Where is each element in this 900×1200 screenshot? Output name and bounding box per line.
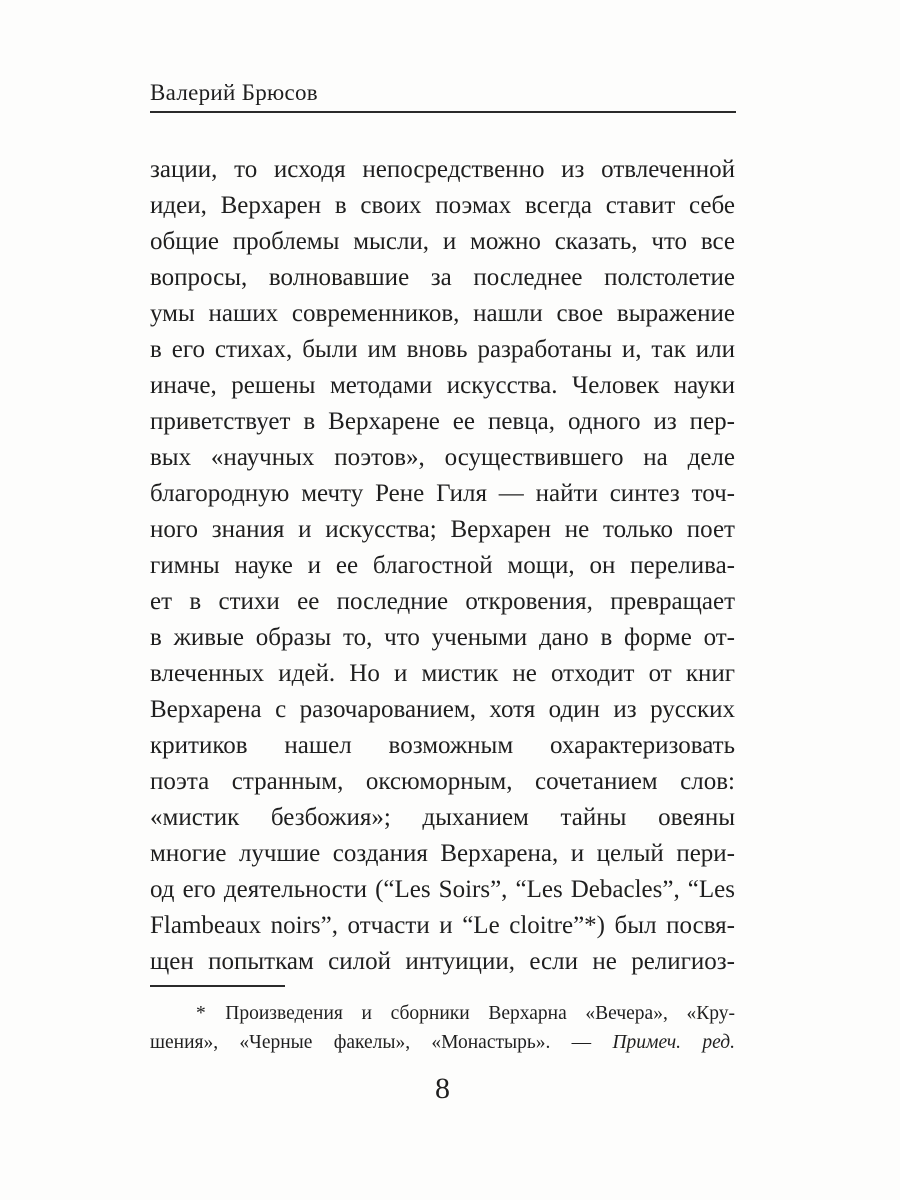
body-line: иначе, решены методами искусства. Человек науки <box>150 372 735 399</box>
body-line: в его стихах, были им вновь разработаны и, так или <box>150 336 735 363</box>
header-rule <box>150 111 736 113</box>
body-line: вых «научных поэтов», осуществившего на деле <box>150 444 735 471</box>
body-line: од его деятельности (“Les Soirs”, “Les Debacles”, “Les <box>150 876 735 903</box>
running-header: Валерий Брюсов <box>150 80 318 105</box>
footnote-rule <box>150 985 285 987</box>
body-line: идеи, Верхарен в своих поэмах всегда ставит себе <box>150 192 735 219</box>
body-line: вопросы, волновавшие за последнее полстолетие <box>150 264 735 291</box>
body-line: Flambeaux noirs”, отчасти и “Le cloitre”*) был посвя- <box>150 912 735 939</box>
body-line: общие проблемы мысли, и можно сказать, что все <box>150 228 735 255</box>
body-line: умы наших современников, нашли свое выражение <box>150 300 735 327</box>
body-line: Верхарена с разочарованием, хотя один из русских <box>150 696 735 723</box>
body-line: благородную мечту Рене Гиля — найти синтез точ- <box>150 480 735 507</box>
body-line: в живые образы то, что учеными дано в форме от- <box>150 624 735 651</box>
page-number: 8 <box>435 1072 450 1105</box>
body-text <box>150 152 735 980</box>
body-line: поэта странным, оксюморным, сочетанием слов: <box>150 768 735 795</box>
footnote-line: * Произведения и сборники Верхарна «Вечера», «Кру- <box>196 1003 735 1024</box>
body-line: приветствует в Верхарене ее певца, одного из пер- <box>150 408 735 435</box>
footnote-text: шения», «Черные факелы», «Монастырь». — <box>150 1032 613 1053</box>
footnote-line <box>150 1028 735 1057</box>
body-line: ного знания и искусства; Верхарен не только поет <box>150 516 735 543</box>
footnote <box>150 999 735 1057</box>
body-line: щен попыткам силой интуиции, если не религиоз- <box>150 948 735 975</box>
body-line: зации, то исходя непосредственно из отвлеченной <box>150 156 735 183</box>
body-line: ет в стихи ее последние откровения, превращает <box>150 588 735 615</box>
footnote-editor-note: Примеч. ред. <box>612 1032 735 1053</box>
body-line: гимны науке и ее благостной мощи, он перелива- <box>150 552 735 579</box>
body-line: критиков нашел возможным охарактеризовать <box>150 732 735 759</box>
body-line: «мистик безбожия»; дыханием тайны овеяны <box>150 804 735 831</box>
body-line: влеченных идей. Но и мистик не отходит от книг <box>150 660 735 687</box>
body-line: многие лучшие создания Верхарена, и целый пери- <box>150 840 735 867</box>
